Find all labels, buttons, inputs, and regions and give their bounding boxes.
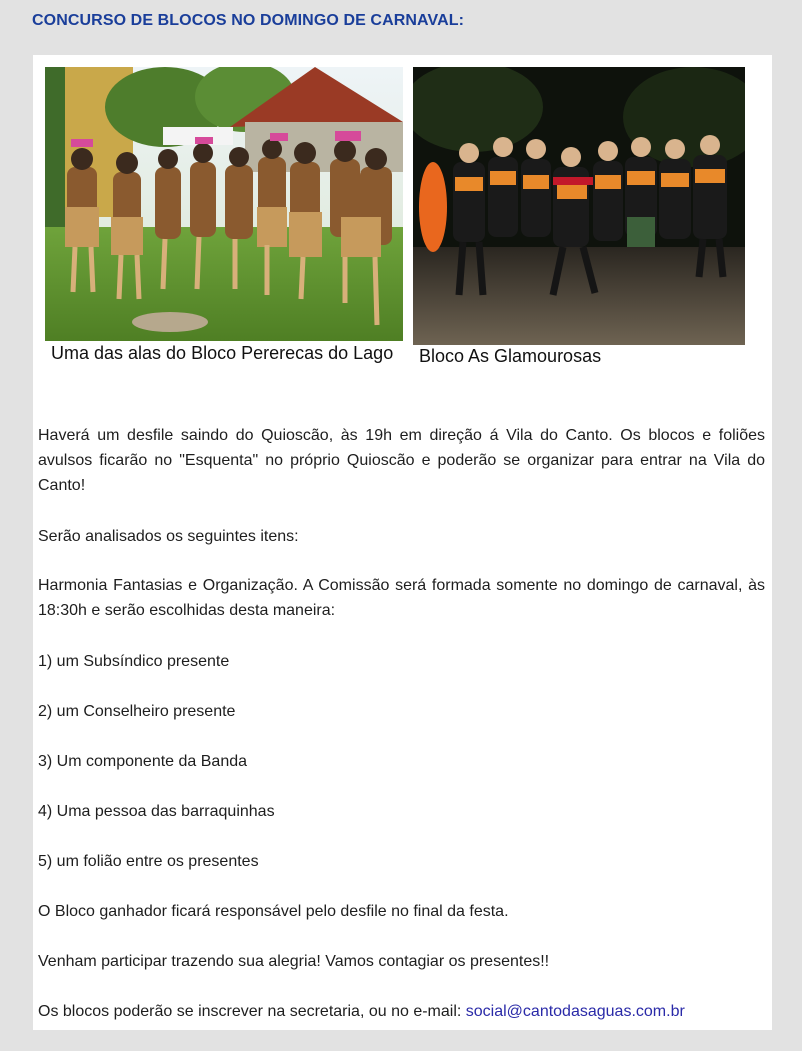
- list-item: 2) um Conselheiro presente: [38, 703, 236, 720]
- content-panel: [33, 55, 772, 1030]
- photo-caption: Uma das alas do Bloco Pererecas do Lago: [51, 343, 394, 363]
- inscricao-text: Os blocos poderão se inscrever na secretaria, ou no e-mail:: [38, 1003, 466, 1020]
- page-title: CONCURSO DE BLOCOS NO DOMINGO DE CARNAVAL:: [32, 12, 465, 29]
- email-link[interactable]: social@cantodasaguas.com.br: [465, 1003, 685, 1020]
- photo-caption: Bloco As Glamourosas: [419, 346, 602, 366]
- paragraph-desfile: Haverá um desfile saindo do Quioscão, às 19h em direção á Vila do Canto. Os blocos e foliões avulsos ficarão no "Esquenta" no próprio Quioscão e poderão se organizar para entrar na Vila do Canto!: [38, 427, 765, 494]
- list-item: 1) um Subsíndico presente: [38, 653, 230, 670]
- list-item: 3) Um componente da Banda: [38, 753, 248, 770]
- paragraph-convite: Venham participar trazendo sua alegria! Vamos contagiar os presentes!!: [38, 953, 550, 970]
- paragraph-inscricao: [38, 999, 765, 1024]
- paragraph-ganhador: O Bloco ganhador ficará responsável pelo desfile no final da festa.: [38, 903, 509, 920]
- photo-bloco-glamourosas: [413, 67, 745, 345]
- paragraph-comissao: Harmonia Fantasias e Organização. A Comissão será formada somente no domingo de carnaval, às 18:30h e serão escolhidas desta maneira:: [38, 577, 765, 619]
- paragraph-itens: Serão analisados os seguintes itens:: [38, 528, 299, 545]
- list-item: 5) um folião entre os presentes: [38, 853, 259, 870]
- list-item: 4) Uma pessoa das barraquinhas: [38, 803, 275, 820]
- photo-bloco-pererecas: [45, 67, 403, 341]
